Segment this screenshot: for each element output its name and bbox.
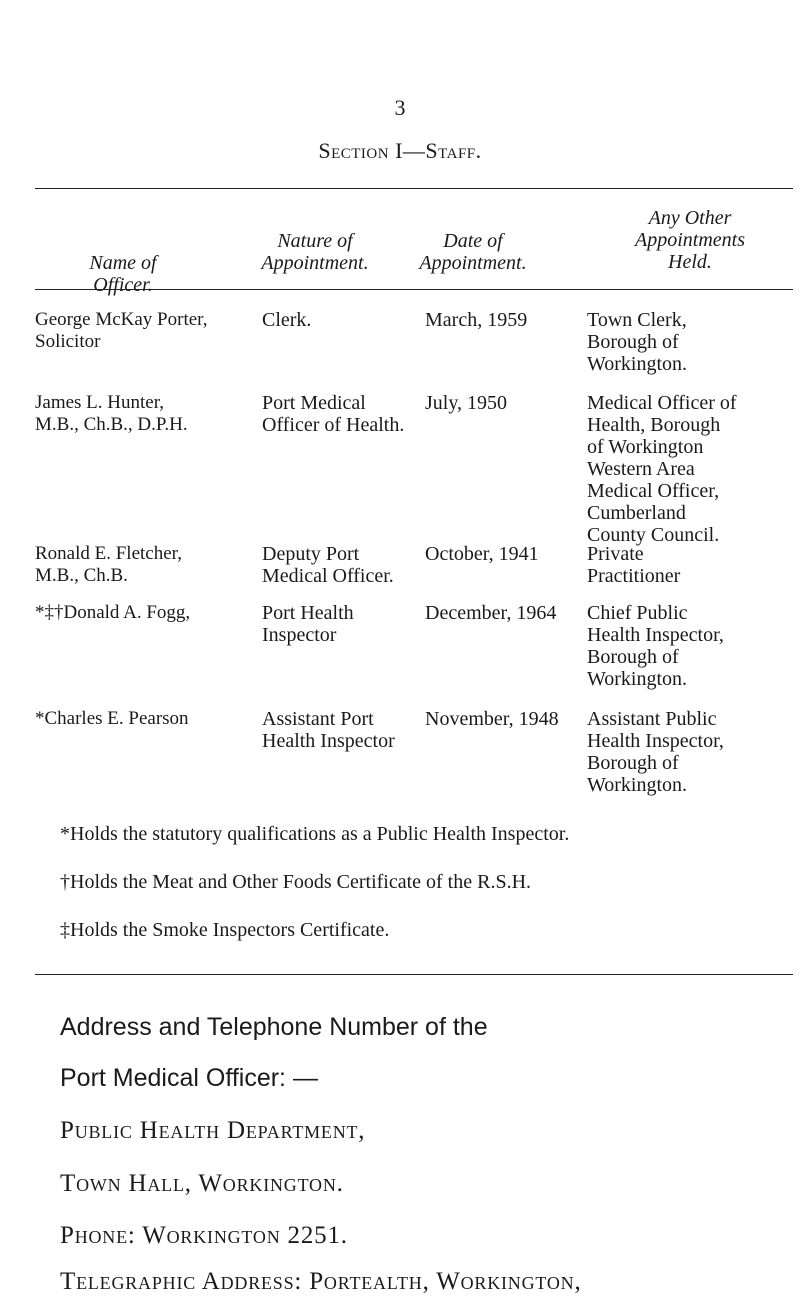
appointment-nature: Assistant Port Health Inspector bbox=[262, 708, 395, 752]
officer-name: *‡†Donald A. Fogg, bbox=[35, 602, 191, 623]
footnote-meat-certificate: †Holds the Meat and Other Foods Certificate of the R.S.H. bbox=[60, 871, 532, 893]
officer-name: George McKay Porter, Solicitor bbox=[35, 309, 208, 352]
other-appointments: Assistant Public Health Inspector, Borough of Workington. bbox=[587, 708, 724, 796]
header-date: Date of Appointment. bbox=[419, 230, 527, 274]
officer-name: *Charles E. Pearson bbox=[35, 708, 189, 729]
address-phone: Phone: Workington 2251. bbox=[60, 1222, 348, 1249]
address-town-hall: Town Hall, Workington. bbox=[60, 1170, 344, 1197]
section-title: Section I—Staff. bbox=[318, 138, 482, 163]
appointment-nature: Port Medical Officer of Health. bbox=[262, 392, 405, 436]
appointment-date: July, 1950 bbox=[425, 392, 508, 414]
appointment-date: December, 1964 bbox=[425, 602, 557, 624]
footnote-statutory: *Holds the statutory qualifications as a Public Health Inspector. bbox=[60, 823, 570, 845]
address-divider bbox=[35, 974, 793, 975]
header-other: Any Other Appointments Held. bbox=[635, 207, 745, 273]
address-telegraphic: Telegraphic Address: Portealth, Workington, bbox=[60, 1268, 582, 1295]
appointment-date: October, 1941 bbox=[425, 543, 539, 565]
appointment-nature: Port Health Inspector bbox=[262, 602, 354, 646]
officer-name: James L. Hunter, M.B., Ch.B., D.P.H. bbox=[35, 392, 188, 435]
address-heading: Address and Telephone Number of the bbox=[60, 1013, 488, 1041]
table-header-rule bbox=[35, 289, 793, 290]
appointment-date: November, 1948 bbox=[425, 708, 559, 730]
page-number: 3 bbox=[394, 95, 406, 120]
header-name: Name of Officer. bbox=[89, 252, 157, 296]
other-appointments: Private Practitioner bbox=[587, 543, 681, 587]
appointment-nature: Clerk. bbox=[262, 309, 312, 331]
appointment-nature: Deputy Port Medical Officer. bbox=[262, 543, 394, 587]
table-top-rule bbox=[35, 188, 793, 189]
officer-name: Ronald E. Fletcher, M.B., Ch.B. bbox=[35, 543, 182, 586]
address-heading-officer: Port Medical Officer: — bbox=[60, 1064, 318, 1092]
other-appointments: Chief Public Health Inspector, Borough of Workington. bbox=[587, 602, 724, 690]
other-appointments: Medical Officer of Health, Borough of Workington Western Area Medical Officer, Cumberland County Council. bbox=[587, 392, 737, 546]
appointment-date: March, 1959 bbox=[425, 309, 528, 331]
address-department: Public Health Department, bbox=[60, 1117, 366, 1144]
other-appointments: Town Clerk, Borough of Workington. bbox=[587, 309, 688, 375]
header-nature: Nature of Appointment. bbox=[261, 230, 369, 274]
footnote-smoke-certificate: ‡Holds the Smoke Inspectors Certificate. bbox=[60, 919, 390, 941]
